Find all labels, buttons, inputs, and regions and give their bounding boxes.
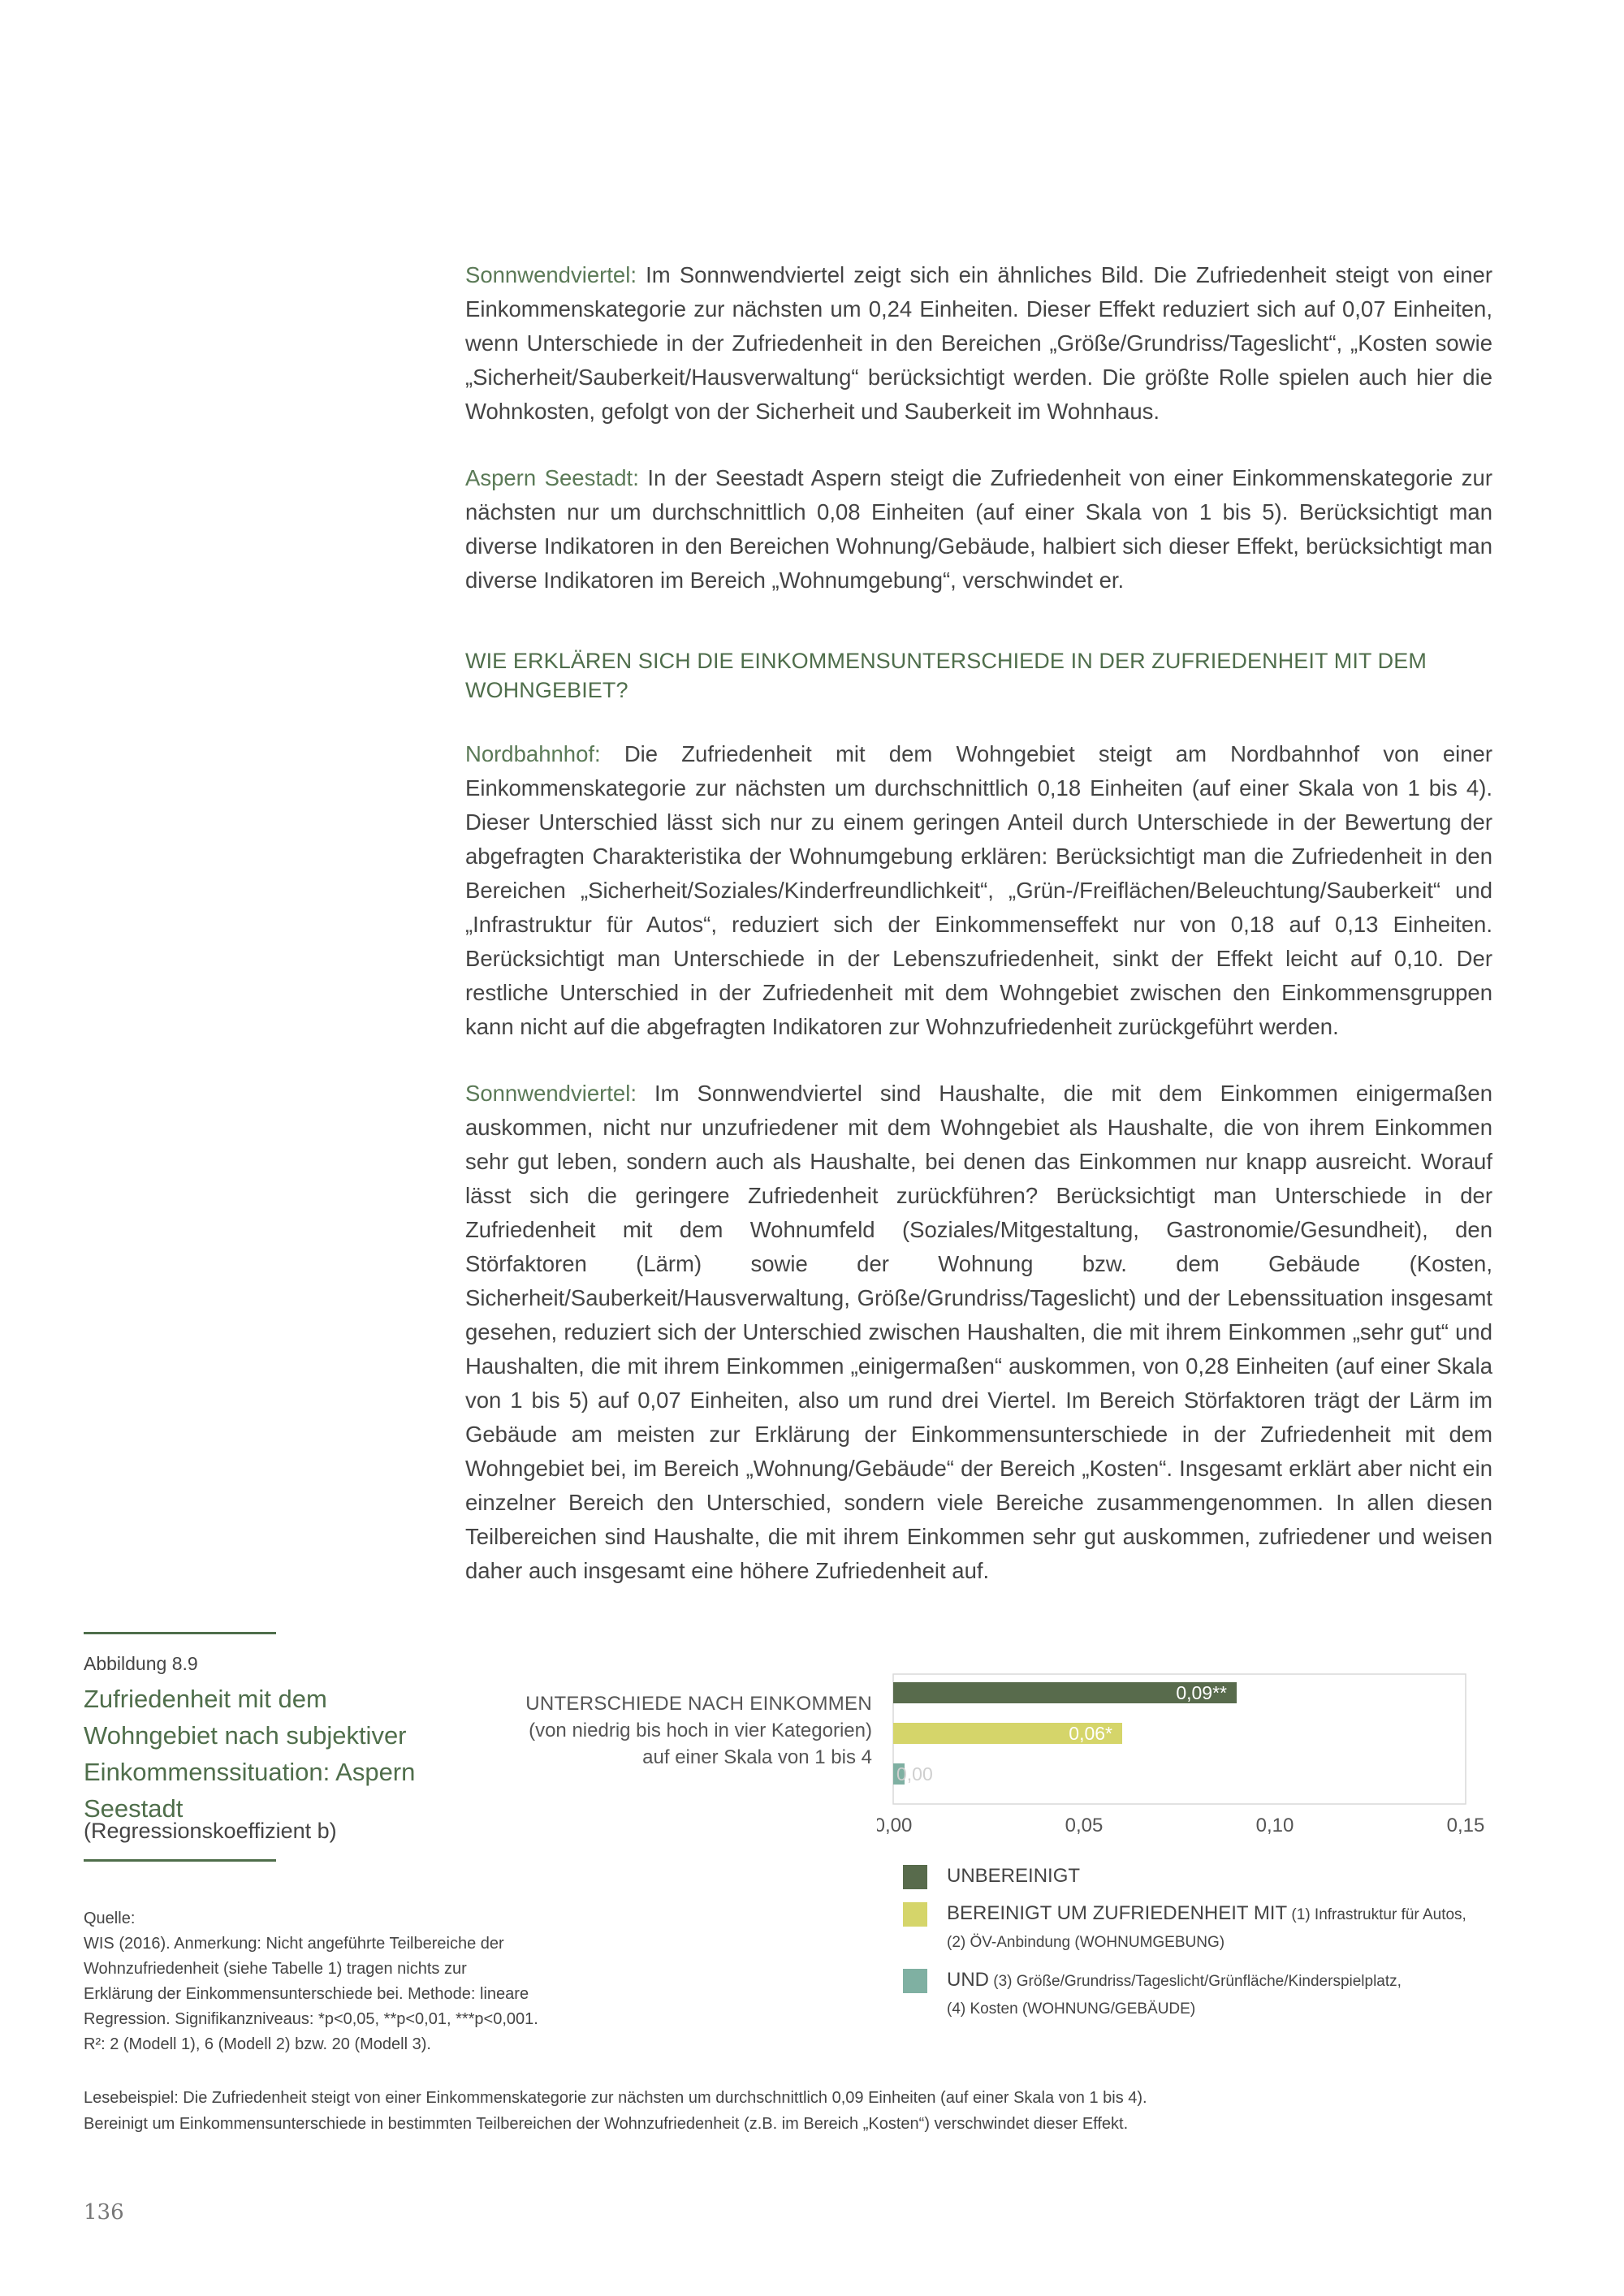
- legend-label: UND: [947, 1969, 989, 1991]
- legend-item-bereinigt: [903, 1901, 1520, 1956]
- paragraph-text: Die Zufriedenheit mit dem Wohngebiet steigt am Nordbahnhof von einer Einkommenskategorie zur nächsten um durchschnittlich 0,18 Einheiten (auf einer Skala von 1 bis 4). Dieser Unterschied lässt sich nur zu einem geringen Anteil durch Unterschiede in der Bewertung der abgefragten Charakteristika der Wohnumgebung erklären: Berücksichtigt man die Zufriedenheit in den Bereichen „Sicherheit/Soziales/Kinderfreundlichkeit“, „Grün-/Freiflächen/Beleuchtung/Sauberkeit“ und „Infrastruktur für Autos“, reduziert sich der Einkommenseffekt nur von 0,18 auf 0,13 Einheiten. Berücksichtigt man Unterschiede in der Lebenszufriedenheit, sinkt der Effekt leicht auf 0,10. Der restliche Unterschied in der Zufriedenheit mit dem Wohngebiet zwischen den Einkommensgruppen kann nicht auf die abgefragten Indikatoren zur Wohnzufriedenheit zurückgeführt werden.: [465, 741, 1492, 1039]
- figure-top-rule: [84, 1632, 276, 1634]
- paragraph-lead: Aspern Seestadt:: [465, 465, 639, 490]
- section-heading: WIE ERKLÄREN SICH DIE EINKOMMENSUNTERSCHIEDE IN DER ZUFRIEDENHEIT MIT DEM WOHNGEBIET?: [465, 649, 1427, 702]
- source-text: WIS (2016). Anmerkung: Nicht angeführte Teilbereiche der Wohnzufriedenheit (siehe Tabelle 1) tragen nichts zur Erklärung der Einkommensunterschiede bei. Methode: lineare Regression. Signifikanzniveaus: *p<0,05, **p<0,01, ***p<0,001. R²: 2 (Modell 1), 6 (Modell 2) bzw. 20 (Modell 3).: [84, 1935, 538, 2053]
- bar-value-label: 0,09**: [1176, 1682, 1227, 1703]
- paragraph-nordbahnhof: [465, 737, 1492, 1044]
- bar-value-label: 0,06*: [1069, 1723, 1112, 1744]
- figure-label: Abbildung 8.9: [84, 1653, 198, 1674]
- figure-bottom-rule: [84, 1859, 276, 1862]
- figure-source: [84, 1906, 538, 2057]
- paragraph-lead: Nordbahnhof:: [465, 741, 601, 766]
- legend-swatch: [903, 1969, 927, 1993]
- x-tick-label: 0,15: [1446, 1815, 1485, 1835]
- bar-value-label: 0,00: [896, 1763, 933, 1785]
- x-tick-label: 0,00: [877, 1815, 913, 1835]
- x-tick-label: 0,05: [1065, 1815, 1104, 1835]
- chart-category-label: [520, 1690, 872, 1771]
- reading-line-1: Lesebeispiel: Die Zufriedenheit steigt von einer Einkommenskategorie zur nächsten um durchschnittlich 0,09 Einheiten (auf einer Skala von 1 bis 4).: [84, 2089, 1147, 2107]
- paragraph-text: Im Sonnwendviertel zeigt sich ein ähnliches Bild. Die Zufriedenheit steigt von einer Einkommenskategorie zur nächsten um 0,24 Einheiten. Dieser Effekt reduziert sich auf 0,07 Einheiten, wenn Unterschiede in der Zufriedenheit in den Bereichen „Größe/Grundriss/Tageslicht“, „Kosten sowie „Sicherheit/Sauberkeit/Hausverwaltung“ berücksichtigt werden. Die größte Rolle spielen auch hier die Wohnkosten, gefolgt von der Sicherheit und Sauberkeit im Wohnhaus.: [465, 262, 1492, 424]
- bar-chart-svg: [877, 1672, 1518, 1835]
- chart-legend: [903, 1863, 1520, 2034]
- legend-item-unbereinigt: [903, 1863, 1520, 1889]
- legend-detail: (3) Größe/Grundriss/Tageslicht/Grünfläche/Kinderspielplatz,: [989, 1973, 1402, 1990]
- figure-title: Zufriedenheit mit dem Wohngebiet nach subjektiver Einkommenssituation: Aspern Seestadt: [84, 1685, 416, 1823]
- reading-example: [84, 2085, 1529, 2137]
- figure-subtitle: (Regressionskoeffizient b): [84, 1819, 337, 1843]
- legend-swatch: [903, 1902, 927, 1927]
- main-text-column: [465, 258, 1492, 1621]
- chart-label-line-3: auf einer Skala von 1 bis 4: [642, 1746, 872, 1768]
- legend-label: UNBEREINIGT: [947, 1865, 1081, 1887]
- legend-detail: (1) Infrastruktur für Autos,: [1287, 1906, 1466, 1923]
- x-tick-label: 0,10: [1255, 1815, 1294, 1835]
- bar-chart: [877, 1672, 1518, 1835]
- chart-label-line-2: (von niedrig bis hoch in vier Kategorien): [529, 1720, 872, 1741]
- legend-swatch: [903, 1865, 927, 1889]
- page-number: 136: [84, 2200, 124, 2225]
- paragraph-sonnwendviertel-2: [465, 1077, 1492, 1588]
- legend-detail: (4) Kosten (WOHNUNG/GEBÄUDE): [947, 2000, 1196, 2018]
- source-title: Quelle:: [84, 1910, 136, 1927]
- paragraph-lead: Sonnwendviertel:: [465, 262, 637, 287]
- paragraph-text: In der Seestadt Aspern steigt die Zufriedenheit von einer Einkommenskategorie zur nächsten nur um durchschnittlich 0,08 Einheiten (auf einer Skala von 1 bis 5). Berücksichtigt man diverse Indikatoren in den Bereichen Wohnung/Gebäude, halbiert sich dieser Effekt, berücksichtigt man diverse Indikatoren im Bereich „Wohnumgebung“, verschwindet er.: [465, 465, 1492, 593]
- chart-label-line-1: UNTERSCHIEDE NACH EINKOMMEN: [525, 1693, 872, 1715]
- legend-item-und: [903, 1967, 1520, 2022]
- paragraph-sonnwendviertel-1: [465, 258, 1492, 429]
- paragraph-aspern-seestadt: [465, 461, 1492, 598]
- reading-line-2: Bereinigt um Einkommensunterschiede in bestimmten Teilbereichen der Wohnzufriedenheit (z.B. im Bereich „Kosten“) verschwindet dieser Effekt.: [84, 2115, 1129, 2133]
- legend-label: BEREINIGT UM ZUFRIEDENHEIT MIT: [947, 1902, 1288, 1924]
- paragraph-lead: Sonnwendviertel:: [465, 1081, 637, 1106]
- paragraph-text: Im Sonnwendviertel sind Haushalte, die mit dem Einkommen einigermaßen auskommen, nicht nur unzufriedener mit dem Wohngebiet als Haushalte, die von ihrem Einkommen sehr gut leben, sondern auch als Haushalte, bei denen das Einkommen nur knapp ausreicht. Worauf lässt sich die geringere Zufriedenheit zurückführen? Berücksichtigt man Unterschiede in der Zufriedenheit mit dem Wohnumfeld (Soziales/Mitgestaltung, Gastronomie/Gesundheit), den Störfaktoren (Lärm) sowie der Wohnung bzw. dem Gebäude (Kosten, Sicherheit/Sauberkeit/Hausverwaltung, Größe/Grundriss/Tageslicht) und der Lebenssituation insgesamt gesehen, reduziert sich der Unterschied zwischen Haushalten, die mit ihrem Einkommen „sehr gut“ und Haushalten, die mit ihrem Einkommen „einigermaßen“ auskommen, von 0,28 Einheiten (auf einer Skala von 1 bis 5) auf 0,07 Einheiten, also um rund drei Viertel. Im Bereich Störfaktoren trägt der Lärm im Gebäude am meisten zur Erklärung der Einkommensunterschiede in der Zufriedenheit mit dem Wohngebiet bei, im Bereich „Wohnung/Gebäude“ der Bereich „Kosten“. Insgesamt erklärt aber nicht ein einzelner Bereich den Unterschied, sondern viele Bereiche zusammengenommen. In allen diesen Teilbereichen sind Haushalte, die mit ihrem Einkommen sehr gut auskommen, zufriedener und weisen daher auch insgesamt eine höhere Zufriedenheit auf.: [465, 1081, 1492, 1583]
- legend-detail: (2) ÖV-Anbindung (WOHNUMGEBUNG): [947, 1934, 1225, 1951]
